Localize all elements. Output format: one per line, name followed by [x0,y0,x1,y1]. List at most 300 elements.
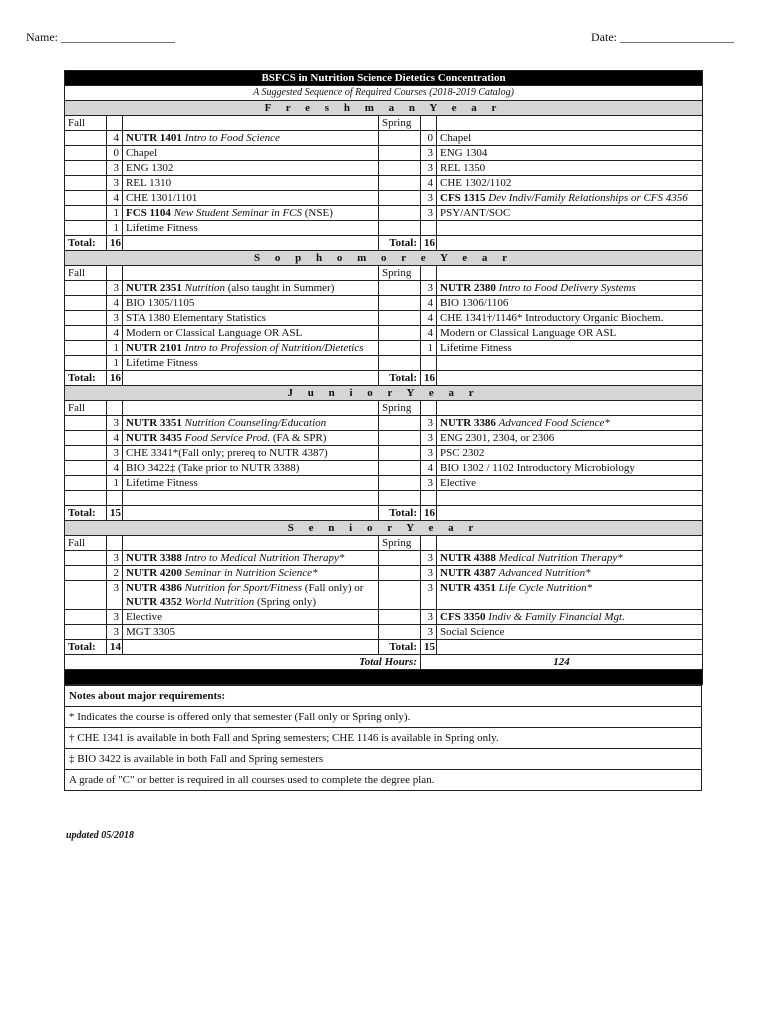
course-note: (NSE) [302,207,333,219]
course-code: NUTR 2351 [126,282,182,294]
fall-credits: 3 [107,581,123,610]
course-row [65,206,703,221]
spring-total-value: 15 [421,640,437,655]
course-code: NUTR 3351 [126,417,182,429]
spring-credits [421,491,437,506]
course-note: Elective [440,477,477,489]
blank-cell [379,311,421,326]
course-cell [437,296,703,311]
course-title: Indiv & Family Financial Mgt. [488,611,625,623]
spring-label: Spring [379,116,421,131]
spring-total-value: 16 [421,371,437,386]
course-note: Chapel [440,132,472,144]
plan-subtitle: A Suggested Sequence of Required Courses (2018-2019 Catalog) [65,86,703,101]
spring-label: Spring [379,401,421,416]
name-field-label: Name: ___________________ [26,30,175,44]
year-heading: F r e s h m a n Y e a r [65,101,703,116]
spring-total-label: Total: [379,506,421,521]
blank-cell [379,581,421,610]
course-code: NUTR 3386 [440,417,496,429]
fall-total-value: 16 [107,236,123,251]
blank-cell [379,610,421,625]
course-code: NUTR 2101 [126,342,182,354]
course-note: Lifetime Fitness [126,477,198,489]
plan-title: BSFCS in Nutrition Science Dietetics Concentration [65,71,703,86]
blank-cell [421,401,437,416]
fall-total-value: 15 [107,506,123,521]
spring-credits: 3 [421,206,437,221]
course-note: CHE 1341†/1146* Introductory Organic Biochem. [440,312,664,324]
spring-credits: 4 [421,326,437,341]
course-note: BIO 3422‡ (Take prior to NUTR 3388) [126,462,300,474]
spring-credits: 4 [421,296,437,311]
course-title: Nutrition [184,282,226,294]
blank-cell [379,176,421,191]
separator-bar [65,670,703,685]
course-row [65,281,703,296]
spring-total-label: Total: [379,640,421,655]
blank-cell [437,266,703,281]
course-cell [437,341,703,356]
year-heading: J u n i o r Y e a r [65,386,703,401]
blank-cell [421,116,437,131]
blank-cell [437,536,703,551]
course-note: (also taught in Summer) [225,282,335,294]
blank-cell [107,116,123,131]
fall-total-label: Total: [65,236,107,251]
spring-total-value: 16 [421,506,437,521]
spring-label: Spring [379,536,421,551]
fall-credits: 3 [107,551,123,566]
course-cell [123,566,379,581]
course-cell [123,491,379,506]
fall-credits [107,491,123,506]
blank-cell [65,461,107,476]
blank-cell [107,536,123,551]
blank-cell [437,371,703,386]
course-note: Lifetime Fitness [126,357,198,369]
blank-cell [65,446,107,461]
course-cell [123,356,379,371]
blank-cell [379,461,421,476]
course-code: NUTR 4387 [440,567,496,579]
spring-credits: 3 [421,476,437,491]
blank-cell [379,161,421,176]
fall-credits: 3 [107,416,123,431]
blank-cell [65,326,107,341]
course-note: Modern or Classical Language OR ASL [126,327,303,339]
blank-cell [437,640,703,655]
course-row [65,131,703,146]
blank-cell [65,431,107,446]
course-note: (FA & SPR) [270,432,327,444]
course-cell [437,551,703,566]
course-cell [437,566,703,581]
blank-cell [437,401,703,416]
course-row [65,551,703,566]
blank-cell [379,146,421,161]
blank-cell [123,401,379,416]
spring-credits: 3 [421,146,437,161]
course-code: NUTR 1401 [126,132,182,144]
blank-cell [437,506,703,521]
course-title: Intro to Profession of Nutrition/Dietetics [184,342,364,354]
course-code: NUTR 4351 [440,582,496,594]
course-cell [437,176,703,191]
course-cell [123,296,379,311]
course-cell [123,311,379,326]
course-code: NUTR 2380 [440,282,496,294]
course-row [65,431,703,446]
blank-cell [421,266,437,281]
fall-credits: 4 [107,296,123,311]
fall-credits: 4 [107,461,123,476]
fall-credits: 3 [107,446,123,461]
course-note: REL 1350 [440,162,486,174]
fall-total-value: 14 [107,640,123,655]
fall-credits: 3 [107,161,123,176]
notes-table [64,685,702,791]
course-note: Modern or Classical Language OR ASL [440,327,617,339]
spring-total-label: Total: [379,236,421,251]
fall-credits: 3 [107,176,123,191]
course-note: BIO 1305/1105 [126,297,195,309]
course-cell [123,191,379,206]
date-field-label: Date: ___________________ [591,30,734,44]
note-item: ‡ BIO 3422 is available in both Fall and Spring semesters [65,749,702,770]
fall-credits: 3 [107,281,123,296]
blank-cell [123,266,379,281]
course-row [65,476,703,491]
blank-cell [65,311,107,326]
spring-credits: 3 [421,581,437,610]
fall-label: Fall [65,116,107,131]
spring-credits: 4 [421,311,437,326]
fall-total-label: Total: [65,371,107,386]
course-row [65,610,703,625]
blank-cell [123,640,379,655]
course-title: Advanced Nutrition* [498,567,591,579]
course-note: Elective [126,611,163,623]
course-sequence-table [64,70,703,685]
course-code: CFS 1315 [440,192,486,204]
blank-cell [107,401,123,416]
course-title: Life Cycle Nutrition* [498,582,593,594]
course-cell [123,416,379,431]
fall-credits: 0 [107,146,123,161]
course-cell [437,625,703,640]
course-row [65,146,703,161]
course-row [65,491,703,506]
spring-total-value: 16 [421,236,437,251]
blank-cell [379,491,421,506]
fall-credits: 1 [107,206,123,221]
blank-cell [123,236,379,251]
blank-cell [379,356,421,371]
course-row [65,446,703,461]
blank-cell [107,266,123,281]
blank-cell [65,191,107,206]
spring-credits: 4 [421,461,437,476]
course-row [65,296,703,311]
total-hours-value: 124 [421,655,703,670]
blank-cell [65,610,107,625]
spring-credits: 3 [421,551,437,566]
course-row [65,566,703,581]
spring-credits: 1 [421,341,437,356]
course-cell [123,341,379,356]
fall-credits: 3 [107,610,123,625]
fall-credits: 4 [107,191,123,206]
blank-cell [123,506,379,521]
course-title: Intro to Food Science [184,132,280,144]
course-note: CHE 3341*(Fall only; prereq to NUTR 4387) [126,447,328,459]
course-code: NUTR 4388 [440,552,496,564]
course-title: World Nutrition [184,596,255,608]
course-code: NUTR 3435 [126,432,182,444]
fall-credits: 1 [107,221,123,236]
blank-cell [421,536,437,551]
course-note: CHE 1302/1102 [440,177,512,189]
course-title: Intro to Medical Nutrition Therapy* [184,552,345,564]
course-cell [437,491,703,506]
blank-cell [65,356,107,371]
course-row [65,221,703,236]
degree-plan [64,70,702,791]
spring-credits: 3 [421,566,437,581]
blank-cell [379,326,421,341]
course-cell [437,581,703,610]
course-note: ENG 1304 [440,147,488,159]
course-cell [437,416,703,431]
course-row [65,581,703,610]
course-note: ENG 1302 [126,162,174,174]
blank-cell [379,296,421,311]
course-title: Dev Indiv/Family Relationships or CFS 4356 [488,192,688,204]
blank-cell [379,341,421,356]
course-title: Seminar in Nutrition Science* [184,567,318,579]
course-cell [437,461,703,476]
course-note: STA 1380 Elementary Statistics [126,312,266,324]
blank-cell [123,116,379,131]
fall-credits: 1 [107,341,123,356]
blank-cell [65,281,107,296]
course-cell [437,476,703,491]
course-row [65,461,703,476]
blank-cell [379,566,421,581]
course-row [65,326,703,341]
course-row [65,356,703,371]
spring-credits [421,356,437,371]
course-note: (Spring only) [254,596,316,608]
course-cell [123,326,379,341]
blank-cell [65,491,107,506]
blank-cell [437,116,703,131]
fall-label: Fall [65,401,107,416]
course-note: PSC 2302 [440,447,485,459]
fall-credits: 4 [107,431,123,446]
course-cell [123,206,379,221]
course-cell [123,446,379,461]
note-item: A grade of "C" or better is required in all courses used to complete the degree plan. [65,770,702,791]
spring-credits: 3 [421,625,437,640]
spring-credits: 0 [421,131,437,146]
blank-cell [65,161,107,176]
course-cell [123,221,379,236]
course-note: Social Science [440,626,505,638]
blank-cell [65,416,107,431]
course-code: NUTR 4352 [126,596,182,608]
course-row [65,191,703,206]
blank-cell [379,476,421,491]
course-row [65,176,703,191]
fall-credits: 4 [107,326,123,341]
course-note: BIO 1306/1106 [440,297,509,309]
blank-cell [379,221,421,236]
fall-credits: 3 [107,625,123,640]
fall-credits: 4 [107,131,123,146]
blank-cell [379,446,421,461]
blank-cell [379,206,421,221]
course-row [65,416,703,431]
spring-credits: 3 [421,161,437,176]
fall-credits: 2 [107,566,123,581]
blank-cell [65,566,107,581]
course-cell [123,551,379,566]
course-note: CHE 1301/1101 [126,192,198,204]
course-title: Nutrition for Sport/Fitness [184,582,303,594]
course-cell [123,131,379,146]
course-cell [437,206,703,221]
spring-credits: 3 [421,281,437,296]
fall-credits: 1 [107,356,123,371]
spring-credits: 3 [421,416,437,431]
blank-cell [379,191,421,206]
blank-cell [379,625,421,640]
course-code: FCS 1104 [126,207,171,219]
course-cell [123,625,379,640]
course-row [65,311,703,326]
course-title: Advanced Food Science* [498,417,610,429]
fall-label: Fall [65,266,107,281]
course-cell [123,146,379,161]
blank-cell [379,431,421,446]
course-cell [123,281,379,296]
course-cell [437,281,703,296]
fall-credits: 3 [107,311,123,326]
blank-cell [65,581,107,610]
spring-credits [421,221,437,236]
course-title: Intro to Food Delivery Systems [498,282,636,294]
course-cell [437,311,703,326]
blank-cell [65,221,107,236]
course-cell [437,610,703,625]
course-note: Chapel [126,147,158,159]
blank-cell [379,281,421,296]
course-note: MGT 3305 [126,626,175,638]
blank-cell [123,536,379,551]
spring-credits: 3 [421,446,437,461]
blank-cell [379,416,421,431]
course-row [65,625,703,640]
course-cell [123,431,379,446]
course-cell [123,161,379,176]
course-note: (Fall only) or [302,582,364,594]
spring-credits: 3 [421,431,437,446]
fall-label: Fall [65,536,107,551]
blank-cell [123,371,379,386]
course-note: ENG 2301, 2304, or 2306 [440,432,555,444]
blank-cell [437,236,703,251]
course-note: BIO 1302 / 1102 Introductory Microbiology [440,462,635,474]
note-item: * Indicates the course is offered only that semester (Fall only or Spring only). [65,707,702,728]
course-cell [437,326,703,341]
blank-cell [65,551,107,566]
course-cell [437,146,703,161]
course-title: Medical Nutrition Therapy* [498,552,623,564]
course-row [65,341,703,356]
course-cell [437,431,703,446]
spring-credits: 3 [421,610,437,625]
blank-cell [379,131,421,146]
fall-credits: 1 [107,476,123,491]
year-heading: S e n i o r Y e a r [65,521,703,536]
blank-cell [65,131,107,146]
course-note: Lifetime Fitness [126,222,198,234]
course-cell [123,461,379,476]
course-cell [437,161,703,176]
updated-date: updated 05/2018 [66,830,135,841]
blank-cell [65,625,107,640]
blank-cell [65,206,107,221]
blank-cell [65,296,107,311]
spring-credits: 3 [421,191,437,206]
course-row [65,161,703,176]
course-title: Nutrition Counseling/Education [184,417,327,429]
course-title: New Student Seminar in FCS [173,207,303,219]
course-note: Lifetime Fitness [440,342,512,354]
course-code: CFS 3350 [440,611,486,623]
blank-cell [65,341,107,356]
fall-total-label: Total: [65,640,107,655]
course-code: NUTR 3388 [126,552,182,564]
blank-cell [65,146,107,161]
course-cell [437,446,703,461]
course-cell [123,581,379,610]
spring-label: Spring [379,266,421,281]
course-cell [123,176,379,191]
course-code: NUTR 4386 [126,582,182,594]
course-cell [123,610,379,625]
course-cell [437,356,703,371]
course-cell [437,191,703,206]
note-item: † CHE 1341 is available in both Fall and Spring semesters; CHE 1146 is available in Spring only. [65,728,702,749]
course-title: Food Service Prod. [184,432,271,444]
blank-cell [379,551,421,566]
course-cell [437,221,703,236]
course-cell [123,476,379,491]
notes-heading: Notes about major requirements: [65,686,702,707]
spring-credits: 4 [421,176,437,191]
fall-total-label: Total: [65,506,107,521]
total-hours-label: Total Hours: [65,655,421,670]
blank-cell [65,476,107,491]
course-cell [437,131,703,146]
spring-total-label: Total: [379,371,421,386]
year-heading: S o p h o m o r e Y e a r [65,251,703,266]
course-note: REL 1310 [126,177,172,189]
course-code: NUTR 4200 [126,567,182,579]
